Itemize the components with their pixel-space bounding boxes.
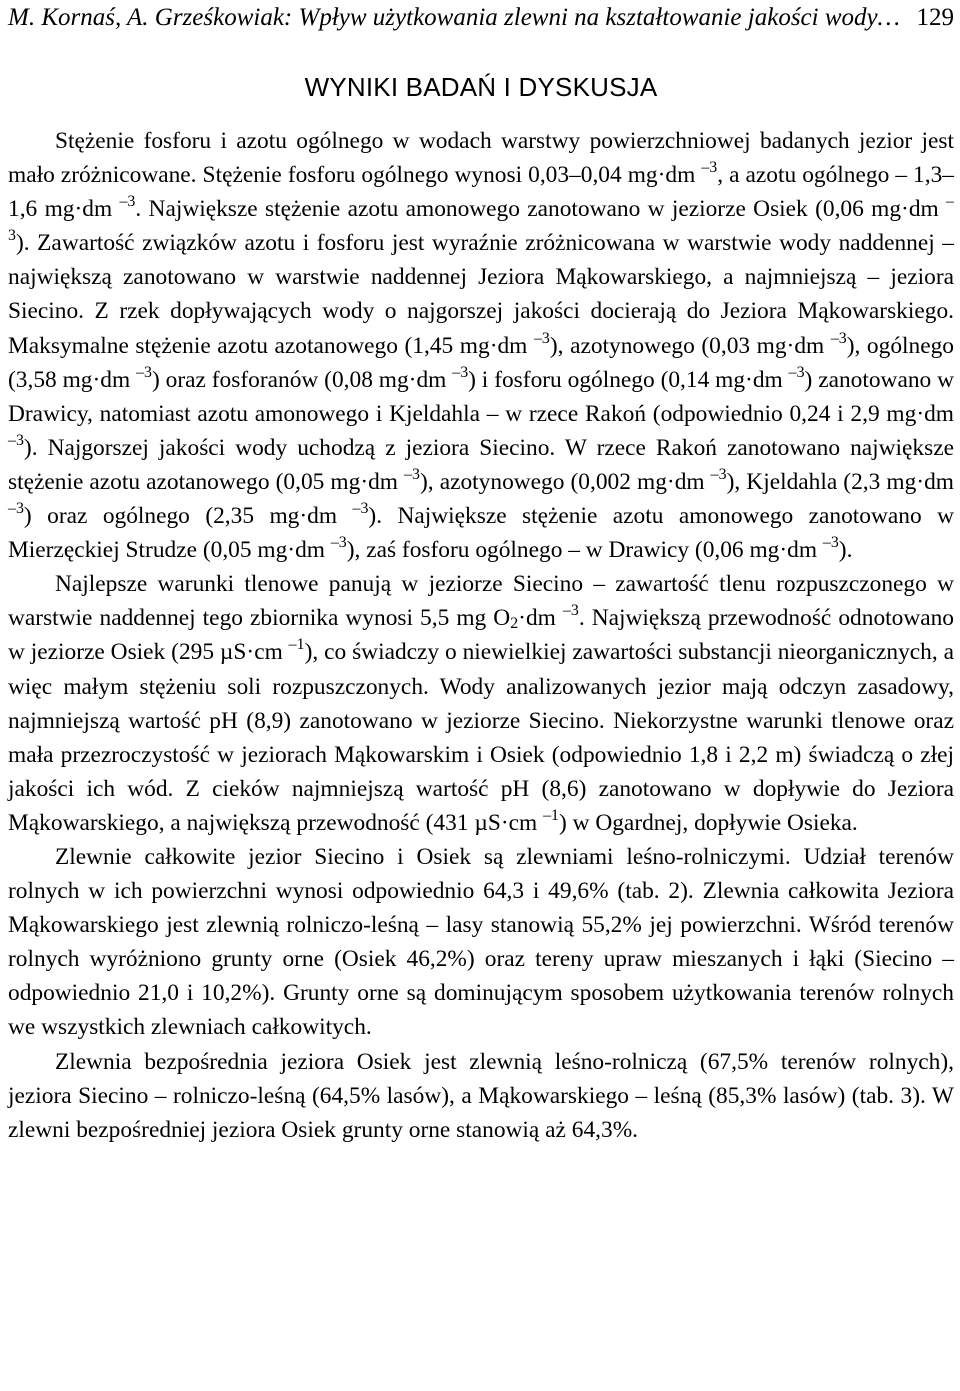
document-page xyxy=(8,0,954,1147)
running-title: M. Kornaś, A. Grześkowiak: Wpływ użytkowania zlewni na kształtowanie jakości wody… xyxy=(8,4,900,31)
body-text xyxy=(8,124,954,1147)
section-heading: WYNIKI BADAŃ I DYSKUSJA xyxy=(304,72,658,102)
paragraph: Zlewnie całkowite jezior Siecino i Osiek są zlewniami leśno-rolniczymi. Udział terenów rolnych w ich powierzchni wynosi odpowiednio 64,3 i 49,6% (tab. 2). Zlewnia całkowita Jeziora Mąkowarskiego jest zlewnią rolniczo-leśną – lasy stanowią 55,2% jej powierzchni. Wśród terenów rolnych wyróżniono grunty orne (Osiek 46,2%) oraz tereny upraw mieszanych i łąki (Siecino – odpowiednio 21,0 i 10,2%). Grunty orne są dominującym sposobem użytkowania terenów rolnych we wszystkich zlewniach całkowitych. xyxy=(8,843,954,1041)
paragraph: Zlewnia bezpośrednia jeziora Osiek jest zlewnią leśno-rolniczą (67,5% terenów rolnych), jeziora Siecino – rolniczo-leśną (64,5% lasów), a Mąkowarskiego – leśną (85,3% lasów) (tab. 3). W zlewni bezpośredniej jeziora Osiek grunty orne stanowią aż 64,3%. xyxy=(8,1048,954,1143)
running-header xyxy=(8,3,954,33)
page-number: 129 xyxy=(916,4,954,31)
paragraph: Stężenie fosforu i azotu ogólnego w wodach warstwy powierzchniowej badanych jezior jest mało zróżnicowane. Stężenie fosforu ogólnego wynosi 0,03–0,04 mg·dm $^{-3}$, a azotu ogólnego – 1,3–1,6 mg·dm $^{-3}$. Największe stężenie azotu amonowego zanotowano w jeziorze Osiek (0,06 mg·dm $^{-3}$). Zawartość związków azotu i fosforu jest wyraźnie zróżnicowana w warstwie wody naddennej – największą zanotowano w warstwie naddennej Jeziora Mąkowarskiego, a najmniejszą – jeziora Siecino. Z rzek dopływających wody o najgorszej jakości docierają do Jeziora Mąkowarskiego. Maksymalne stężenie azotu azotanowego (1,45 mg·dm $^{-3}$), azotynowego (0,03 mg·dm $^{-3}$), ogólnego (3,58 mg·dm $^{-3}$) oraz fosforanów (0,08 mg·dm $^{-3}$) i fosforu ogólnego (0,14 mg·dm $^{-3}$) zanotowano w Drawicy, natomiast azotu amonowego i Kjeldahla – w rzece Rakoń (odpowiednio 0,24 i 2,9 mg·dm $^{-3}$). Najgorszej jakości wody uchodzą z jeziora Siecino. W rzece Rakoń zanotowano największe stężenie azotu azotanowego (0,05 mg·dm $^{-3}$), azotynowego (0,002 mg·dm $^{-3}$), Kjeldahla (2,3 mg·dm $^{-3}$) oraz ogólnego (2,35 mg·dm $^{-3}$). Największe stężenie azotu amonowego zanotowano w Mierzęckiej Strudze (0,05 mg·dm $^{-3}$), zaś fosforu ogólnego – w Drawicy (0,06 mg·dm $^{-3}$). xyxy=(8,128,954,564)
paragraph: Najlepsze warunki tlenowe panują w jeziorze Siecino – zawartość tlenu rozpuszczonego w warstwie naddennej tego zbiornika wynosi 5,5 mg $O_2\cdot dm$ $^{-3}$. Największą przewodność odnotowano w jeziorze Osiek (295 µS·cm $^{-1}$), co świadczy o niewielkiej zawartości substancji nieorganicznych, a więc małym stężeniu soli rozpuszczonych. Wody analizowanych jezior mają odczyn zasadowy, najmniejszą wartość pH (8,9) zanotowano w jeziorze Siecino. Niekorzystne warunki tlenowe oraz mała przezroczystość w jeziorach Mąkowarskim i Osiek (odpowiednio 1,8 i 2,2 m) świadczą o złej jakości ich wód. Z cieków najmniejszą wartość pH (8,6) zanotowano w dopływie do Jeziora Mąkowarskiego, a największą przewodność (431 µS·cm $^{-1}$) w Ogardnej, dopływie Osieka. xyxy=(8,571,955,836)
